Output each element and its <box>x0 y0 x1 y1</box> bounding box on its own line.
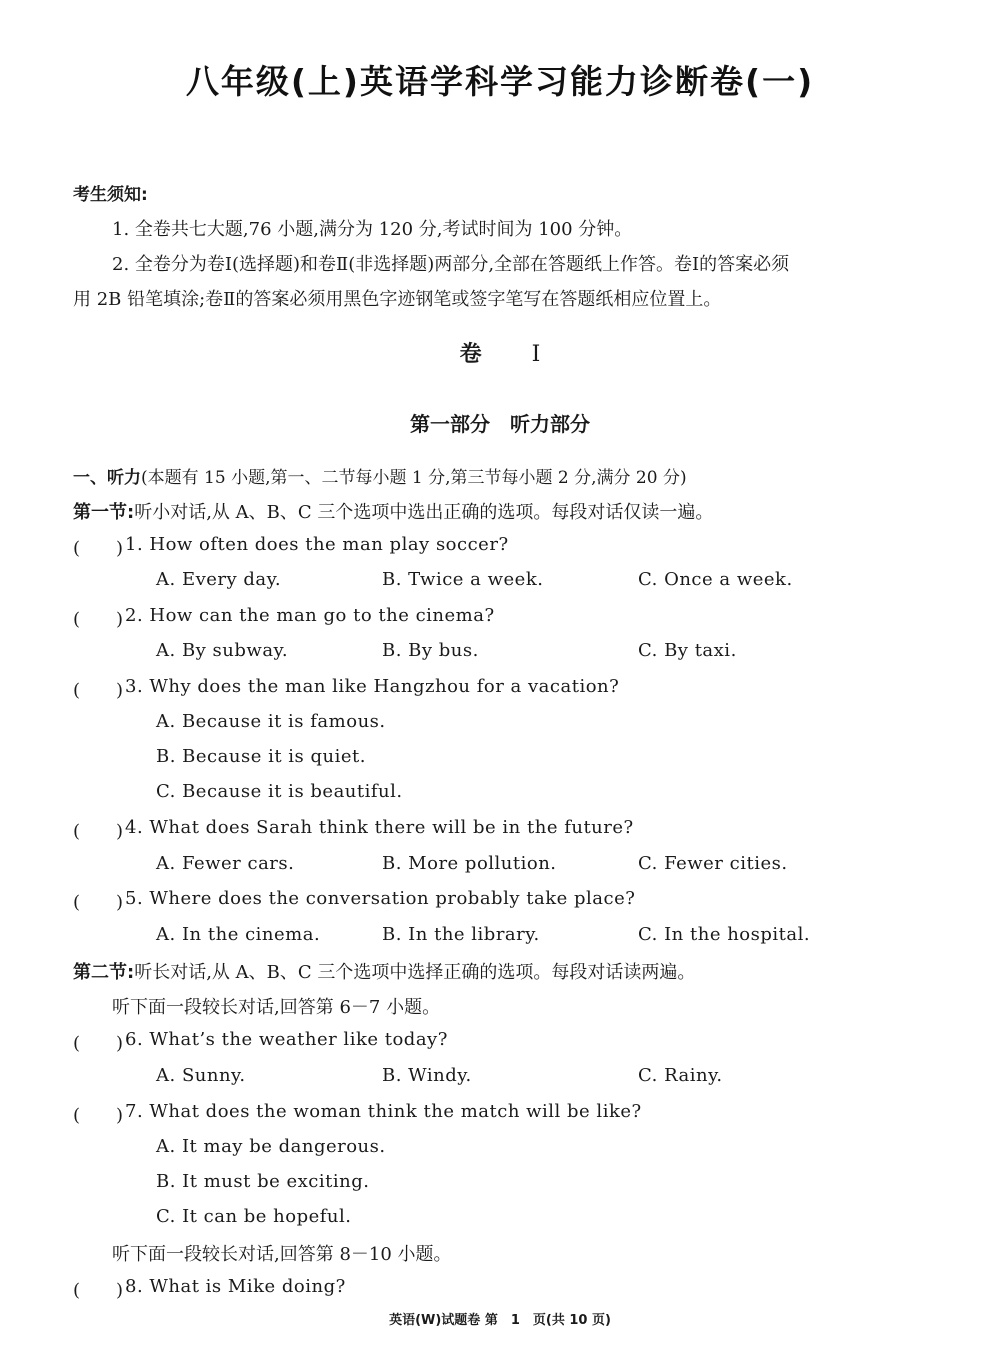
volume-numeral: Ⅰ <box>531 342 541 367</box>
q1-option-b: B. Twice a week. <box>382 569 544 590</box>
q5-option-a: A. In the cinema. <box>156 924 321 945</box>
part-one-heading: 第一部分 听力部分 <box>410 412 590 436</box>
answer-blank[interactable]: ( ) <box>73 821 124 842</box>
exam-title: 八年级(上)英语学科学习能力诊断卷(一) <box>185 62 815 101</box>
q7-option-b: B. It must be exciting. <box>156 1171 370 1192</box>
subsection-2-heading <box>73 958 695 984</box>
q6-option-c: C. Rainy. <box>638 1065 723 1086</box>
q3-option-a: A. Because it is famous. <box>156 711 386 732</box>
q4-option-b: B. More pollution. <box>382 853 557 874</box>
q3-option-c: C. Because it is beautiful. <box>156 781 403 802</box>
notice-item-2-line-1: 2. 全卷分为卷Ⅰ(选择题)和卷Ⅱ(非选择题)两部分,全部在答题纸上作答。卷Ⅰ的答案必须 <box>112 254 790 275</box>
subsection-1-heading <box>73 498 713 524</box>
answer-blank[interactable]: ( ) <box>73 1033 124 1054</box>
q1-option-c: C. Once a week. <box>638 569 793 590</box>
q6-option-b: B. Windy. <box>382 1065 472 1086</box>
notice-item-2-line-2: 用 2B 铅笔填涂;卷Ⅱ的答案必须用黑色字迹钢笔或签字笔写在答题纸相应位置上。 <box>73 289 722 310</box>
answer-blank[interactable]: ( ) <box>73 892 124 913</box>
notice-heading: 考生须知: <box>73 185 148 205</box>
question-4-stem: 4. What does Sarah think there will be in the future? <box>125 817 634 838</box>
subsection-1-text: 听小对话,从 A、B、C 三个选项中选出正确的选项。每段对话仅读一遍。 <box>134 502 714 523</box>
question-3-stem: 3. Why does the man like Hangzhou for a vacation? <box>125 676 620 697</box>
volume-heading <box>0 337 1000 368</box>
q2-option-a: A. By subway. <box>156 640 289 661</box>
section-heading-note: (本题有 15 小题,第一、二节每小题 1 分,第三节每小题 2 分,满分 20 分) <box>141 468 687 488</box>
question-2-stem: 2. How can the man go to the cinema? <box>125 605 495 626</box>
subsection-2-label: 第二节: <box>73 962 135 983</box>
q7-option-a: A. It may be dangerous. <box>156 1136 386 1157</box>
subsection-1-label: 第一节: <box>73 502 135 523</box>
question-1-stem: 1. How often does the man play soccer? <box>125 534 509 555</box>
question-8-stem: 8. What is Mike doing? <box>125 1276 346 1297</box>
answer-blank[interactable]: ( ) <box>73 1105 124 1126</box>
answer-blank[interactable]: ( ) <box>73 609 124 630</box>
q5-option-b: B. In the library. <box>382 924 540 945</box>
q2-option-b: B. By bus. <box>382 640 479 661</box>
page-footer: 英语(W)试题卷 第 1 页(共 10 页) <box>389 1313 611 1328</box>
q7-option-c: C. It can be hopeful. <box>156 1206 352 1227</box>
answer-blank[interactable]: ( ) <box>73 680 124 701</box>
subsection-2-text: 听长对话,从 A、B、C 三个选项中选择正确的选项。每段对话读两遍。 <box>134 962 696 983</box>
question-5-stem: 5. Where does the conversation probably take place? <box>125 888 636 909</box>
answer-blank[interactable]: ( ) <box>73 1280 124 1301</box>
q3-option-b: B. Because it is quiet. <box>156 746 366 767</box>
intro-questions-6-7: 听下面一段较长对话,回答第 6－7 小题。 <box>112 997 441 1018</box>
volume-label: 卷 <box>459 342 482 367</box>
q1-option-a: A. Every day. <box>156 569 282 590</box>
question-6-stem: 6. What’s the weather like today? <box>125 1029 448 1050</box>
q4-option-c: C. Fewer cities. <box>638 853 788 874</box>
section-heading <box>73 463 687 488</box>
q5-option-c: C. In the hospital. <box>638 924 811 945</box>
q4-option-a: A. Fewer cars. <box>156 853 295 874</box>
answer-blank[interactable]: ( ) <box>73 538 124 559</box>
question-7-stem: 7. What does the woman think the match will be like? <box>125 1101 642 1122</box>
section-heading-label: 一、听力 <box>73 468 141 488</box>
q2-option-c: C. By taxi. <box>638 640 737 661</box>
notice-item-1: 1. 全卷共七大题,76 小题,满分为 120 分,考试时间为 100 分钟。 <box>112 219 633 240</box>
intro-questions-8-10: 听下面一段较长对话,回答第 8－10 小题。 <box>112 1244 452 1265</box>
q6-option-a: A. Sunny. <box>156 1065 246 1086</box>
